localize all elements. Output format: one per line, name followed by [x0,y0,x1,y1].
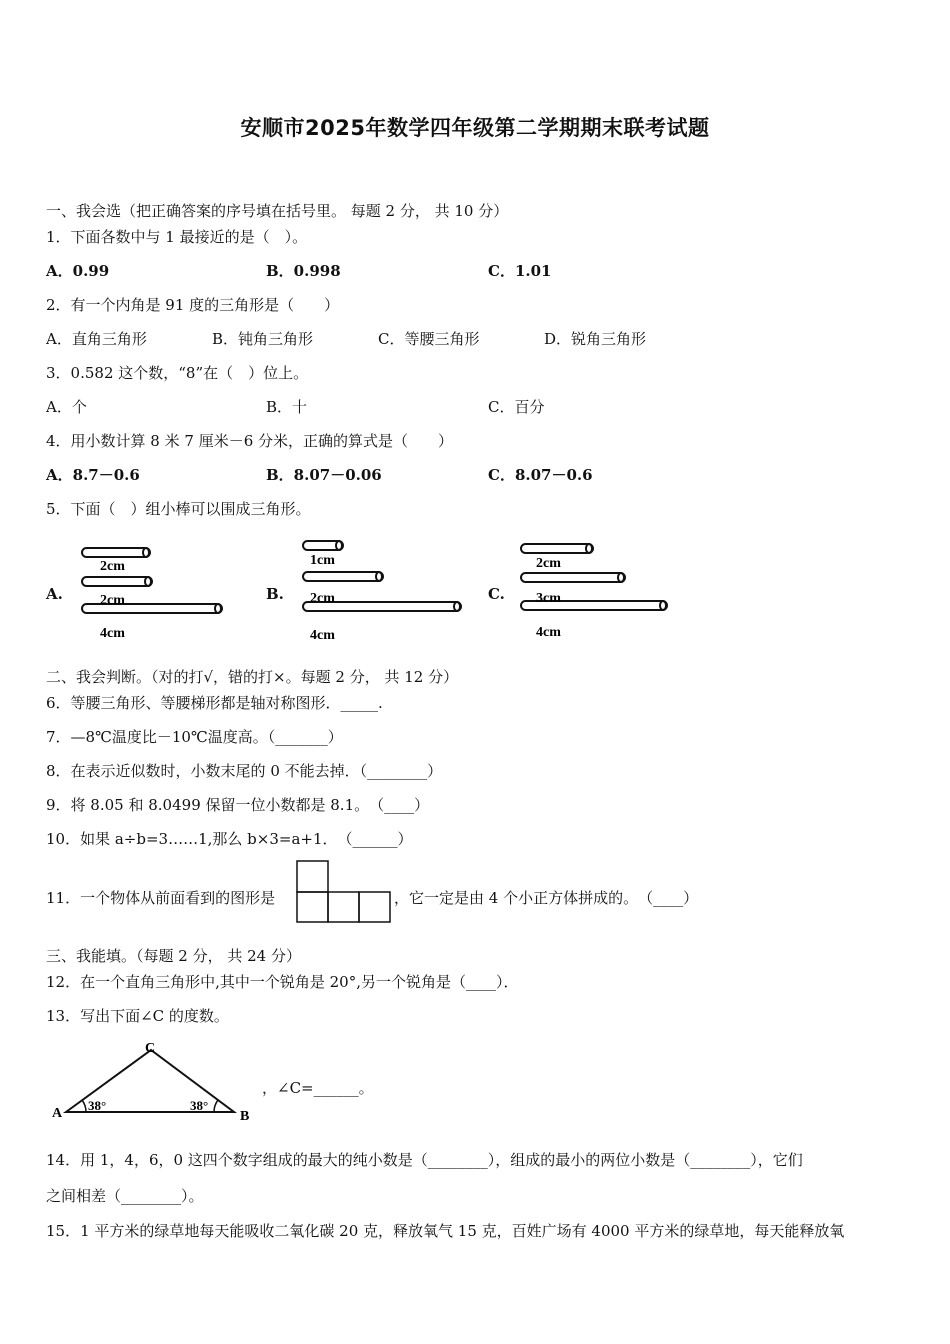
q11-square-top [297,861,328,892]
q5-option-c-label: C. [488,585,505,603]
q14-line1: 14．用 1，4，6，0 这四个数字组成的最大的纯小数是（________），组成的最小的两位小数是（________），它们 [46,1151,803,1169]
q11-square-2 [328,892,359,922]
stick-c3-label: 4cm [536,625,561,640]
q9: 9．将 8.05 和 8.0499 保留一位小数都是 8.1。 （____） [46,796,430,814]
stick-a2 [82,577,152,586]
q5-option-a-label: A. [46,585,63,603]
q11-stem-pre: 11．一个物体从前面看到的图形是 [46,889,276,907]
q3-option-b: B．十 [266,398,308,416]
q13-stem: 13．写出下面∠C 的度数。 [46,1007,229,1025]
q2-option-c: C．等腰三角形 [378,330,480,348]
stick-b3-label: 4cm [310,628,335,643]
q13-angle-b-label: 38° [190,1098,209,1113]
q11-front-view-figure [296,860,392,924]
q11-square-3 [359,892,390,922]
q3-stem: 3．0.582 这个数，“8”在（ ）位上。 [46,364,309,382]
q13-angle-arc-a [82,1100,86,1112]
stick-b1-label: 1cm [310,553,335,568]
stick-a1 [82,548,150,557]
q13-vertex-c: C [145,1041,156,1056]
q3-option-c: C．百分 [488,398,545,416]
q5-option-b-label: B. [266,585,284,603]
q1-option-a: A．0.99 [46,262,110,280]
page-title: 安顺市2025年数学四年级第二学期期末联考试题 [240,116,710,140]
q13-vertex-b: B [240,1109,250,1124]
q10: 10．如果 a÷b=3……1,那么 b×3=a+1． （______） [46,830,413,848]
section1-header: 一、我会选（把正确答案的序号填在括号里。 每题 2 分， 共 10 分） [46,202,509,220]
q13-answer: ，∠C=______。 [262,1079,374,1097]
q11-square-1 [297,892,328,922]
q1-option-c: C．1.01 [488,262,552,280]
q7: 7．—8℃温度比－10℃温度高。（_______） [46,728,343,746]
q5-sticks-figure-c [516,538,676,643]
q2-stem: 2．有一个内角是 91 度的三角形是（ ） [46,296,340,314]
q13-angle-a-label: 38° [88,1098,107,1113]
q15: 15．1 平方米的绿草地每天能吸收二氧化碳 20 克，释放氧气 15 克，百姓广场有 4000 平方米的绿草地，每天能释放氧 [46,1222,845,1240]
q4-option-b: B．8.07－0.06 [266,466,382,484]
q4-option-c: C．8.07－0.6 [488,466,593,484]
q1-stem: 1．下面各数中与 1 最接近的是（ ）。 [46,228,308,246]
q4-stem: 4．用小数计算 8 米 7 厘米－6 分米，正确的算式是（ ） [46,432,454,450]
q5-sticks-figure-b [298,536,468,646]
q5-sticks-figure-a [76,540,236,645]
stick-a3-label: 4cm [100,626,125,641]
q13-angle-arc-b [214,1100,218,1112]
q11-stem-post: ，它一定是由 4 个小正方体拼成的。 （____） [394,889,699,907]
stick-c1 [521,544,593,553]
q2-option-a: A．直角三角形 [46,330,147,348]
stick-c2 [521,573,625,582]
stick-a1-label: 2cm [100,559,125,574]
q14-line2: 之间相差（________）。 [46,1187,204,1205]
q3-option-a: A．个 [46,398,87,416]
q13-vertex-a: A [52,1106,63,1121]
section3-header: 三、我能填。（每题 2 分， 共 24 分） [46,947,301,965]
q6: 6．等腰三角形、等腰梯形都是轴对称图形．_____. [46,694,383,712]
stick-b2 [303,572,383,581]
q1-option-b: B．0.998 [266,262,341,280]
section2-header: 二、我会判断。（对的打√，错的打×。每题 2 分， 共 12 分） [46,668,459,686]
q13-triangle-figure [48,1038,260,1124]
stick-c2-label: 3cm [536,591,561,606]
q5-stem: 5．下面（ ）组小棒可以围成三角形。 [46,500,311,518]
q2-option-b: B．钝角三角形 [212,330,314,348]
q8: 8．在表示近似数时，小数末尾的 0 不能去掉．（________） [46,762,443,780]
stick-c1-label: 2cm [536,556,561,571]
q4-option-a: A．8.7－0.6 [46,466,140,484]
stick-a2-label: 2cm [100,593,125,608]
stick-b2-label: 2cm [310,591,335,606]
q12: 12．在一个直角三角形中,其中一个锐角是 20°,另一个锐角是（____）． [46,973,519,991]
q2-option-d: D．锐角三角形 [544,330,647,348]
